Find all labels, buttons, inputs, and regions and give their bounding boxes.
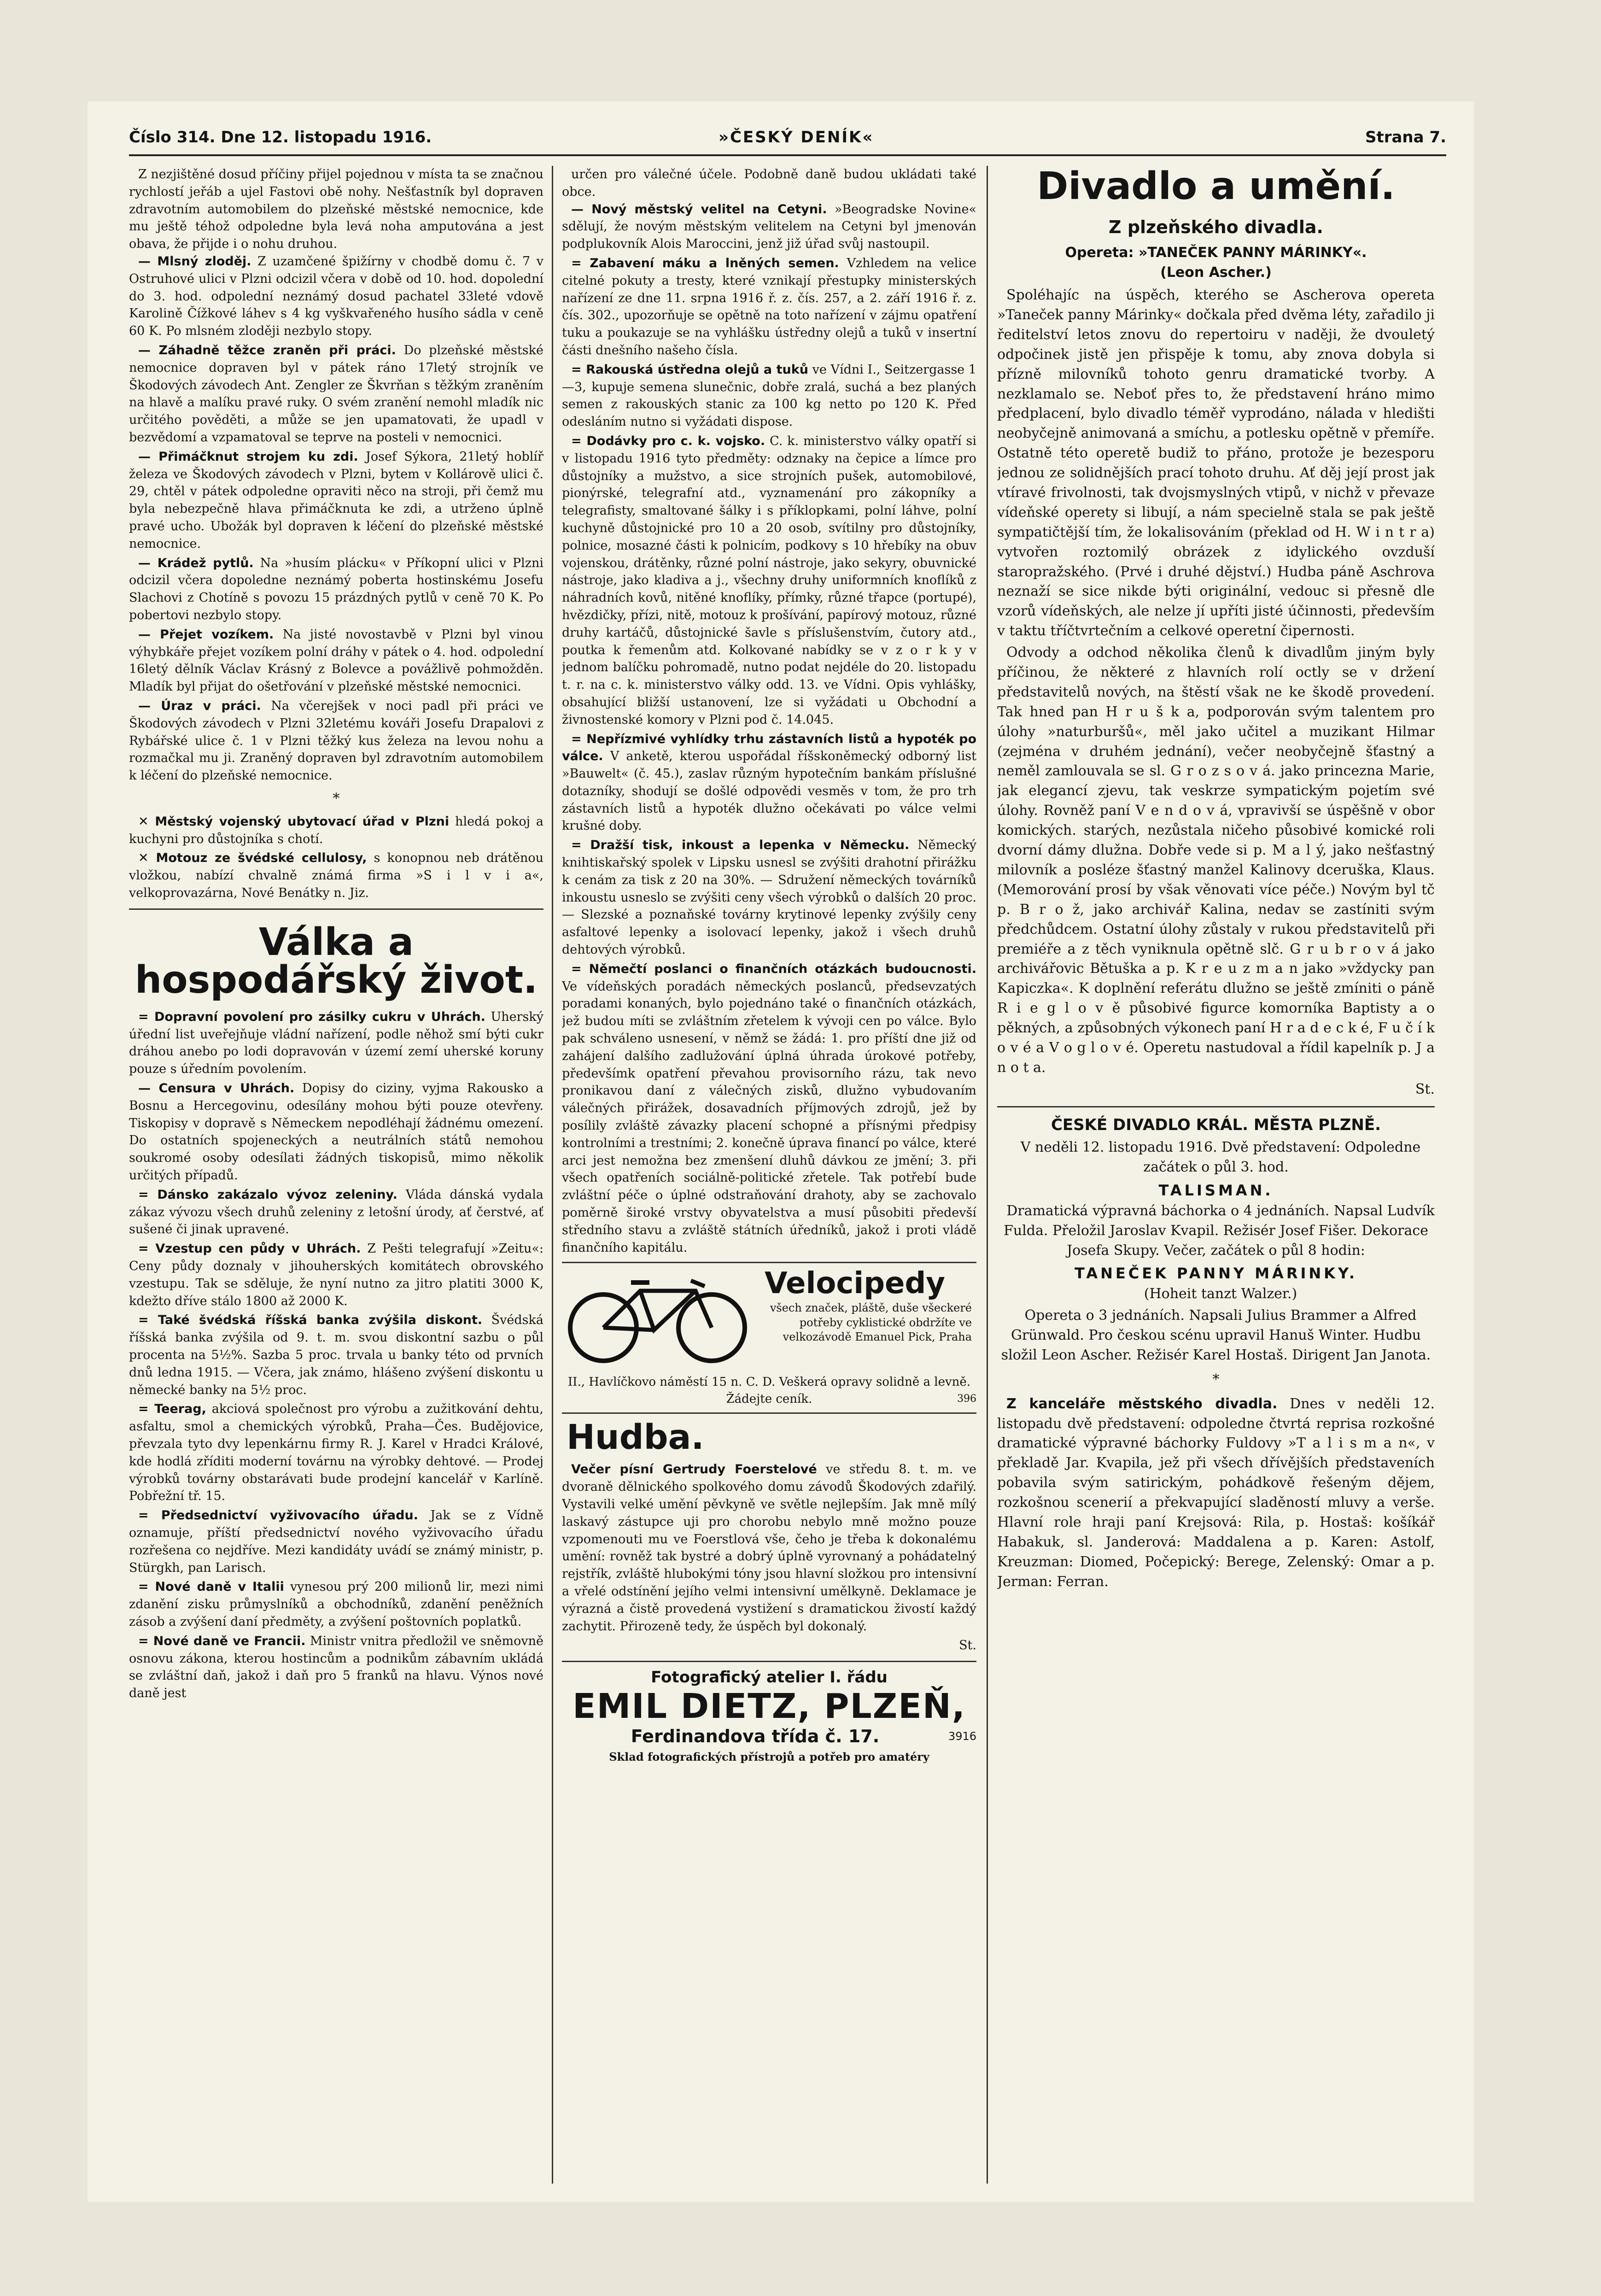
masthead [129,120,1465,152]
ad-velo-title: Velocipedy [765,1266,945,1301]
headline: = Zabavení máku a lněných semen. [571,256,839,270]
ad-velo-address: II., Havlíčkovo náměstí 15 n. C. D. Veškerá opravy solidně a levně. Žádejte ceník. [567,1375,971,1406]
separator-star: * [333,790,340,807]
ad-fotograficky-atelier [562,1661,976,1764]
headline: — Záhadně těžce zraněn při práci. [138,343,396,357]
article-text: Jak se z Vídně oznamuje, příští předsednictví nového vyživovacího úřadu rozřešena co nejdříve. Mezi kandidáty uvádí se známý ministr, p. Stürgkh, pan Larisch. [129,1508,543,1575]
article-gertrudy-foerstelove [562,1461,976,1635]
article-mak [562,255,976,359]
ad-foto-name: EMIL DIETZ, PLZEŇ, [573,1686,966,1726]
headline: Večer písní Gertrudy Foerstelové [571,1462,817,1477]
article-text: C. k. ministerstvo války opatří si v listopadu 1916 tyto předměty: odznaky na čepice a límce pro důstojníky a mužstvo, a sice strojních pušek, automobilové, pionýrské, telegrafní atd., vyznamenání pro zákopníky a telegrafisty, smaltované šálky i s příklopkami, polní láhve, polní kuchyně důstojnické pro 10 a 20 osob, svítilny pro důstojníky, polnice, mosazné části k polnicím, podkovy s 10 hřebíky na obuv vojenskou, drátěnky, různé polní nástroje, jako sekyry, obuvnické nástroje, jako kladiva a j., všechny druhy uniformních knoflíků z náhradních kovů, nitěné knoflíky, přímky, různé třapce (portupé), hvězdičky, přízi, nitě, motouz k prošívání, papírový motouz, různé druhy kartáčů, důstojnické šavle s příslušenstvím, čutory atd., poutka k řemenům atd. Kolkované nabídky se v z o r k y v jednom balíčku pohromadě, nutno podat nejdéle do 20. listopadu t. r. na c. k. ministerstvo války odd. 13. ve Vídni. Opis vyhlášky, obsahující bližší ustanovení, lze si vyžádati u Obchodní a živnostenské komory v Plzni pod č. 14.045. [562,433,976,727]
masthead-rule [129,154,1446,156]
headline: = Také švédská říšská banka zvýšila diskont. [138,1313,483,1328]
section-rule [997,1106,1435,1107]
play-tanecek-text: Opereta o 3 jednáních. Napsali Julius Brammer a Alfred Grünwald. Pro českou scénu upravil Hanuš Winter. Hudbu složil Leon Ascher. Režisér Karel Hostaš. Dirigent Jan Janota. [1001,1307,1431,1363]
headline: — Nový městský velitel na Cetyni. [571,202,827,217]
headline: — Krádež pytlů. [138,556,254,570]
article-text: Vláda dánská vydala zákaz vývozu všech druhů zeleniny z letošní úrody, ať čerstvé, ať sušené či jinak upravené. [129,1187,543,1237]
ad-ubytovaci-urad [129,813,543,848]
ad-foto-line4: Sklad fotografických přístrojů a potřeb pro amatéry [609,1750,929,1763]
ad-headline: ✕ Městský vojenský ubytovací úřad v Plzni [138,814,450,829]
article-dane-italie [129,1578,543,1630]
article-vyzivovaci-urad [129,1507,543,1576]
article-dansko [129,1186,543,1238]
play-tanecek-subtitle: (Hoheit tanzt Walzer.) [1144,1286,1297,1302]
column-rule-1 [552,166,553,2184]
headline: = Vzestup cen půdy v Uhrách. [138,1242,361,1256]
section-rule [129,908,543,910]
article-text: Vzhledem na velice citelné pokuty a tresty, které vznikají přestupky ministerských nařízení ze dne 11. srpna 1916 ř. z. čís. 257, a 2. září 1916 ř. z. čís. 302., upozorňuje se opětně na toto nařízení v zájmu opatření tuku a poukazuje se na vyhlášku ústředny olejů a tuků v insertní části dnešního našeho čísla. [562,256,976,357]
play-talisman-text: Dramatická výpravná báchorka o 4 jednáních. Napsal Ludvík Fulda. Přeložil Jaroslav Kvapil. Režisér Josef Fišer. Dekorace Josefa Skupy. Večer, začátek o půl 8 hodin: [1004,1202,1435,1259]
article-svedska-banka [129,1312,543,1399]
newspaper-page [88,101,1474,2202]
opera-author: (Leon Ascher.) [1160,264,1272,281]
article-text: Do plzeňské městské nemocnice dopraven byl v pátek ráno 17letý strojník ve Škodových závodech Ant. Zengler ze Škvrňan s těžkým zraněním na hlavě a malíku pravé ruky. O svém zranění nemohl mladík nic určitého pověděti, a může se jen upamatovati, že upadl v bezvědomí a vzpamatoval se teprve na posteli v nemocnici. [129,343,543,445]
article-zahadne-zranen [129,342,543,446]
article-fasta: Z nezjištěné dosud příčiny přijel pojednou v místa ta se značnou rychlostí jeřáb a ujel Fastovi obě nohy. Nešťastník byl dopraven zdravotním automobilem do plzeňské městské nemocnice, kde mu ještě téhož odpoledne byla levá noha amputována a jest obava, že přijde i o nohu druhou. [129,167,543,252]
article-text: Německý knihtiskařský spolek v Lipsku usnesl se zvýšiti drahotní přirážku k cenám za tisk z 20 na 30%. — Sdružení německých továrníků inkoustu usneslo se zvýšiti ceny všech výrobků o dalších 20 proc. — Slezské a poznaňské továrny krytinové lepenky zvýšily ceny asfaltové lepenky a isolovací lepenky, jakož i všech druhů dehtových výrobků. [562,838,976,957]
article-text: »Beogradske Novine« sdělují, že novým městským velitelem na Cetyni byl jmenován podplukovník Alois Maroccini, jenž již úřad svůj nastoupil. [562,202,976,252]
article-text: Na včerejšek v noci padl při práci ve Škodových závodech v Plzni 32letému kováři Josefu Drapalovi z Rybářské ulice č. 1 v Plzni těžký kus železa na levou nohu a rozmačkal mu ji. Zraněný dopraven byl zdravotním automobilem k léčení do plzeňské nemocnice. [129,698,543,783]
headline: = Dopravní povolení pro zásilky cukru v Uhrách. [138,1009,485,1024]
article-text: akciová společnost pro výrobu a zužitkování dehtu, asfaltu, smol a chemických výrobků, Praha—Čes. Budějovice, převzala tyto dvy lepenkárnu firmy R. J. Karel v Hradci Králové, kde hodlá zříditi moderní továrnu na výrobky dehtové. — Prodej výrobků továrny obstarávati bude prodejní kancelář v Karlíně. Pobřežní tř. 15. [129,1402,543,1504]
section-title-economy: Válka a hospodářský život. [134,920,538,1002]
headline: — Přimáčknut strojem ku zdi. [138,449,358,464]
opera-line: Opereta: »TANEČEK PANNY MÁRINKY«. [1065,245,1367,261]
article-drazsi-tisk [562,837,976,959]
headline: = Nepřízmivé vyhlídky trhu zástavních listů a hypoték po válce. [562,732,976,764]
article-text: Na jisté novostavbě v Plzni byl vinou výhybkáře přejet vozíkem polní dráhy v pátek o 4. hod. odpolední 16letý dělník Václav Krásný z Bolevce a povážlivě pohmožděn. Mladík byl přijat do ošetřování v plzeňské městské nemocnici. [129,627,543,694]
ad-velo-number: 396 [957,1393,976,1405]
article-text: Z uzamčené špižírny v chodbě domu č. 7 v Ostruhové ulici v Plzni odcizil včera v době od 10. hod. dopolední do 3. hod. odpolední neznámý dosud pachatel 33leté vdově Karolině Čížkové láhev s 4 kg vyškvařeného husího sádla v ceně 60 K. Po mlsném zloději nezbylo stopy. [129,254,543,339]
headline: = Dodávky pro c. k. vojsko. [571,433,765,448]
column-2 [562,166,976,2184]
review-paragraph-2: Odvody a odchod několika členů k divadlům jiným byly příčinou, že některé z hlavních rolí octly se v držení představitelů nových, na štěstí však ne ke škodě provedení. Tak hned pan H r u š k a, podporován svým talentem pro úlohy »naturburšů«, měl jako učitel a muzikant Hilmar (zejména v druhém jednání), večer neobyčejně šťastný a neměl zamlouvala se sl. G r o z s o v á. jako princezna Marie, jak elegancí zjevu, tak veskrze sympatickým pojetím své úlohy. Rovněž paní V e n d o v á, vpravivší se úspěšně v obor komických. starých, nezůstala ničeho působivé komické roli dvorní dámy dlužna. Dobře vede si p. M a l ý, jako nešťastný milovník a posléze šťastný manžel Kalinovy dceruška, Klaus. (Memorování prosí by však věnovati více péče.) Novým byl tč p. B r o ž, jako archivář Kalina, nedav se zastíniti svým předchůdcem. Ostatní úlohy zůstaly v rukou představitelů při premiéře a z těch vyniknula opětně slč. G r u b r o v á jako archivářovic Bětuška a p. K r e u z m a n jako »vždycky pan Kapiczka«. K doplnění referátu dlužno se ještě zmíniti o páně R i e g l o v ě působivé figurce komorníka Baptisty a o pěkných, a způsobných výkonech paní H r a d e c k é, F u č í k o v é a V o g l o v é. Operetu nastudoval a řídil kapelník p. J a n o t a. [997,644,1435,1076]
article-text: ve středu 8. t. m. ve dvoraně dělnického spolkového domu závodů Škodových zdařilý. Vystavili velké umění pěvkyně ve světle nejlepším. Jak mně mílý laskavý zástupce uji pro chorobu nebylo mně možno pouze vzpomenouti mu ve Foerstlová vše, čeho je třeba k dokonalému umění: rovněž tak bystré a dobrý úplně vyrovnaný a pohádatelný rejstřík, zvláště hlubokými tóny jsou hlavní složkou pro intensivní a vřelé odstínění jejího velmi intensivní umělkyně. Deklamace je výrazná a čistě provedená vystižení s dramatickou živostí každý zachytit. Přirozeně tedy, že úspěch byl dokonalý. [562,1462,976,1634]
ad-velo-text: všech značek, pláště, duše všeckeré potřeby cyklistické obdržíte ve velkozávodě Emanuel Pick, Praha [770,1301,972,1343]
article-prejet-vozikem [129,626,543,696]
headline: = Předsednictví vyživovacího úřadu. [138,1508,418,1523]
article-ceny-pudy [129,1240,543,1310]
article-text: vynesou prý 200 milionů lir, mezi nimi zdanění zisku průmyslníků a obchodníků, zdanění peněžních zásob a zvýšení daní předměty, a zvýšení poštovních poplatků. [129,1580,543,1629]
program-date: V neděli 12. listopadu 1916. Dvě představení: Odpoledne začátek o půl 3. hod. [1020,1139,1421,1176]
section-subtitle: Z plzeňského divadla. [1109,217,1323,237]
article-text: Josef Sýkora, 21letý hoblíř železa ve Škodových závodech v Plzni, bytem v Kollárově ulici č. 29, chtěl v pátek odpoledne opraviti něco na stroji, při čemž mu byla nebezpečně hlava přimáčknuta ke zdi, a utrženo úplně pravé ucho. Ubožák byl dopraven k léčení do plzeňské městské nemocnice. [129,449,543,551]
headline: Z kanceláře městského divadla. [1006,1395,1278,1412]
article-censura [129,1080,543,1184]
headline: = Teerag, [138,1402,206,1417]
article-kradez-pytlu [129,555,543,624]
ad-foto-number: 3916 [948,1730,976,1743]
theatre-program-title: ČESKÉ DIVADLO KRÁL. MĚSTA PLZNĚ. [1051,1115,1381,1134]
article-signature: St. [959,1638,976,1653]
article-text: Uherský úřední list uveřejňuje vládní nařízení, podle něhož smí býti cukr dráhou anebo po lodi dopravován v území zemí uherské koruny pouze s úředním povolením. [129,1009,543,1077]
ad-foto-address [562,1724,976,1749]
headline: = Rakouská ústředna olejů a tuků [571,362,808,377]
play-tanecek-title: TANEČEK PANNY MÁRINKY. [1075,1265,1357,1283]
article-text: Ministr vnitra předložil ve sněmovně osnovu zákona, kterou hostincům a podnikům zábavním ukládá se zvláštní daň, jakož i daň pro 5 franků na hlavu. Výnos nové daně jest [129,1634,543,1701]
article-dodavky [562,433,976,729]
ad-velocipedy [562,1262,976,1414]
column-rule-2 [987,166,988,2184]
article-poslanci [562,961,976,1257]
headline: — Censura v Uhrách. [138,1081,295,1096]
headline: = Nové daně ve Francii. [138,1634,306,1648]
headline: — Úraz v práci. [138,698,261,713]
headline: = Dánsko zakázalo vývoz zeleniny. [138,1187,397,1202]
play-talisman-title: TALISMAN. [1158,1182,1274,1200]
article-kancelar-divadla [997,1394,1435,1592]
ad-foto-street: Ferdinandova třída č. 17. [631,1726,880,1747]
ad-motouz [129,849,543,902]
article-zastavni-listy [562,731,976,835]
article-uraz-v-praci [129,697,543,785]
bicycle-icon [562,1272,755,1365]
article-text: Dnes v neděli 12. listopadu dvě představení: odpoledne čtvrtá reprisa rozkošné dramatické výpravné báchorky Fuldovy »T a l i s m a n«, v překladě Jar. Kvapila, jež při všech dřívějších představeních pobavila svým satirickým, pohádkově řešeným dějem, rozkošnou scenerií a překvapující sladěností mluvy a verše. Hlavní role hraji paní Krejsová: Rila, p. Hostaš: košíkář Habakuk, sl. Janderová: Maddalena a p. Karen: Astolf, Kreuzman: Diomed, Počepický: Berege, Zelenský: Omar a p. Jerman: Ferran. [997,1395,1435,1590]
column-3 [997,166,1435,2184]
ad-foto-line1: Fotografický atelier I. řádu [651,1668,888,1687]
article-text: ve Vídni I., Seitzergasse 1—3, kupuje semena slunečnic, dobře zralá, suchá a bez planých semen z rakouských stanic za 100 kg netto po 120 K. Před odesláním nutno si vyžádati dispose. [562,362,976,429]
headline: = Němečtí poslanci o finančních otázkách budoucnosti. [571,961,976,976]
article-ustredna-oleju [562,361,976,431]
article-text: Ve vídeňských poradách německých poslanců, předsevzatých poradami konaných, bylo pojednáno také o finančních otázkách, jež budou míti se zvláštním zřetelem k vývoji cen po válce. Bylo pak schváleno usnesení, v němž se žádá: 1. pro příští dne již od zahájení dalšího zadlužování úplná úhrada úrokové potřeby, předevšímk opatření převahou provisorního rázu, tak nevo pronikavou daní z válečných zisků, dlužno vybudovaním válečných přirážek, dosavadních příjmových zdrojů, jež by posílily zvláště závazky placení schopné a přísnými předpisy kontrolními a trestními; 2. konečně úprava financí po válce, které arci jest nemožna bez zmenšení dluhů dávkou ze jmění; 3. při všech opatřeních sociálně-politické zřetele. Tak potřebí bude zvláštní péče o úplné odstraňování drahoty, aby se zachovalo poměrně široké vrstvy obyvatelstva a musí působiti předevší středního stavu a zvláště státních úředníků, jakož i proti vládě finančního kapitálu. [562,979,976,1255]
article-primacknut [129,448,543,553]
issue-date: Číslo 314. Dne 12. listopadu 1916. [129,128,432,146]
headline: = Nové daně v Italii [138,1580,284,1594]
headline: — Mlsný zloděj. [138,254,251,269]
review-signature: St. [1415,1081,1435,1097]
article-text: Švédská říšská banka zvýšila od 9. t. m. svou diskontní sazbu o půl procenta na 5½%. Sazba 5 proc. trvala u banky této od prvních dnů ledna 1915. — Včera, jak známo, hlášeno zvýšení diskontu u německé banky na 5½ proc. [129,1313,543,1397]
article-cukr [129,1008,543,1078]
article-text: Z Pešti telegrafují »Zeitu«: Ceny půdy doznaly v jihouherských komitátech obrovského vzestupu. Tak se sděluje, že nyní nutno za jitro platiti 3000 K, kdežto dříve stálo 1800 až 2000 K. [129,1242,543,1308]
headline: = Dražší tisk, inkoust a lepenka v Německu. [571,838,910,853]
article-text: Na »husím plácku« v Příkopní ulici v Plzni odcizil včera dopoledne neznámý poberta hostinskému Josefu Slachovi z Chotíně s povozu 15 prázdných pytlů v ceně 70 K. Po pobertovi nezbylo stopy. [129,556,543,622]
section-title-theatre: Divadlo a umění. [1037,166,1395,208]
ad-text: s konopnou neb drátěnou vložkou, nabízí chvalně známá firma »S i l v i a«, velkoprovazárna, Nové Benátky n. Jiz. [129,851,543,901]
column-1 [129,166,543,2184]
article-continued: určen pro válečné účele. Podobně daně budou ukládati také obce. [562,167,976,199]
article-text: Dopisy do ciziny, vyjma Rakousko a Bosnu a Hercegovinu, odesílány mohou býti pouze otevřeny. Tiskopisy v dopravě s Německem nepodléhají žádnému omezení. Do ostatních spojeneckých a neutrálních států nemohou soukromé osoby odesílati žádných tiskopisů, mimo několik určitých případů. [129,1081,543,1183]
section-title-music: Hudba. [567,1417,704,1458]
ad-headline: ✕ Motouz ze švédské cellulosy, [138,851,367,866]
article-mlsny-zlodej [129,253,543,340]
article-teerag [129,1400,543,1505]
page-number: Strana 7. [1365,128,1446,146]
ad-text: hledá pokoj a kuchyni pro důstojníka s chotí. [129,814,543,846]
paper-title: »ČESKÝ DENÍK« [719,128,874,146]
article-cetyne [562,201,976,253]
review-paragraph-1: Spoléhajíc na úspěch, kterého se Ascherova opereta »Taneček panny Márinky« dočkala před dvěma léty, zařadilo ji ředitelství letos znovu do repertoiru v naději, že dvouletý odpočinek jistě jen přispěje k tomu, aby znova dobyla si přízně milovníků tohoto genru dramatické tvorby. A nezklamalo se. Neboť přes to, že představení hráno mimo předplacení, bylo divadlo téměř vyprodáno, nálada v hledišti neobyčejně animovaná a smíchu, a potlesku opětně v přemíře. Ostatně této operetě budiž to přáno, protože je bezesporu jednou ze solidnějších prací tohoto druhu. Ať děj její prost jak vtíravé frivolnosti, tak dvojsmyslných vtipů, v nichž v převaze vídeňské operety si libují, a nám specielně stala se pak ještě sympatičtější tím, že lokalisováním (překlad od H. W i n t r a) vytvořen roztomilý obrázek z idylického ovzduší staropražského. (Prvé i druhé dějství.) Hudba páně Aschrova neznaží se sice nikde býti originální, vedouc si přesně dle vzorů vídeňských, ale nelze jí upříti jisté účinnosti, především v taktu tříčtvrtečním a celkové operetní čipernosti. [997,287,1435,639]
separator-star: * [1212,1371,1220,1388]
article-dane-francie [129,1633,543,1702]
article-text: V anketě, kterou uspořádal říšskoněmecký odborný list »Bauwelt« (č. 45.), zaslav různým hypotečním bankám příslušné dotazníky, shodují se došlé odpovědi vesměs v tom, že pro trh zástavních listů a hypoték dlužno očekávati po válce velmi krušné doby. [562,749,976,833]
headline: — Přejet vozíkem. [138,627,274,642]
